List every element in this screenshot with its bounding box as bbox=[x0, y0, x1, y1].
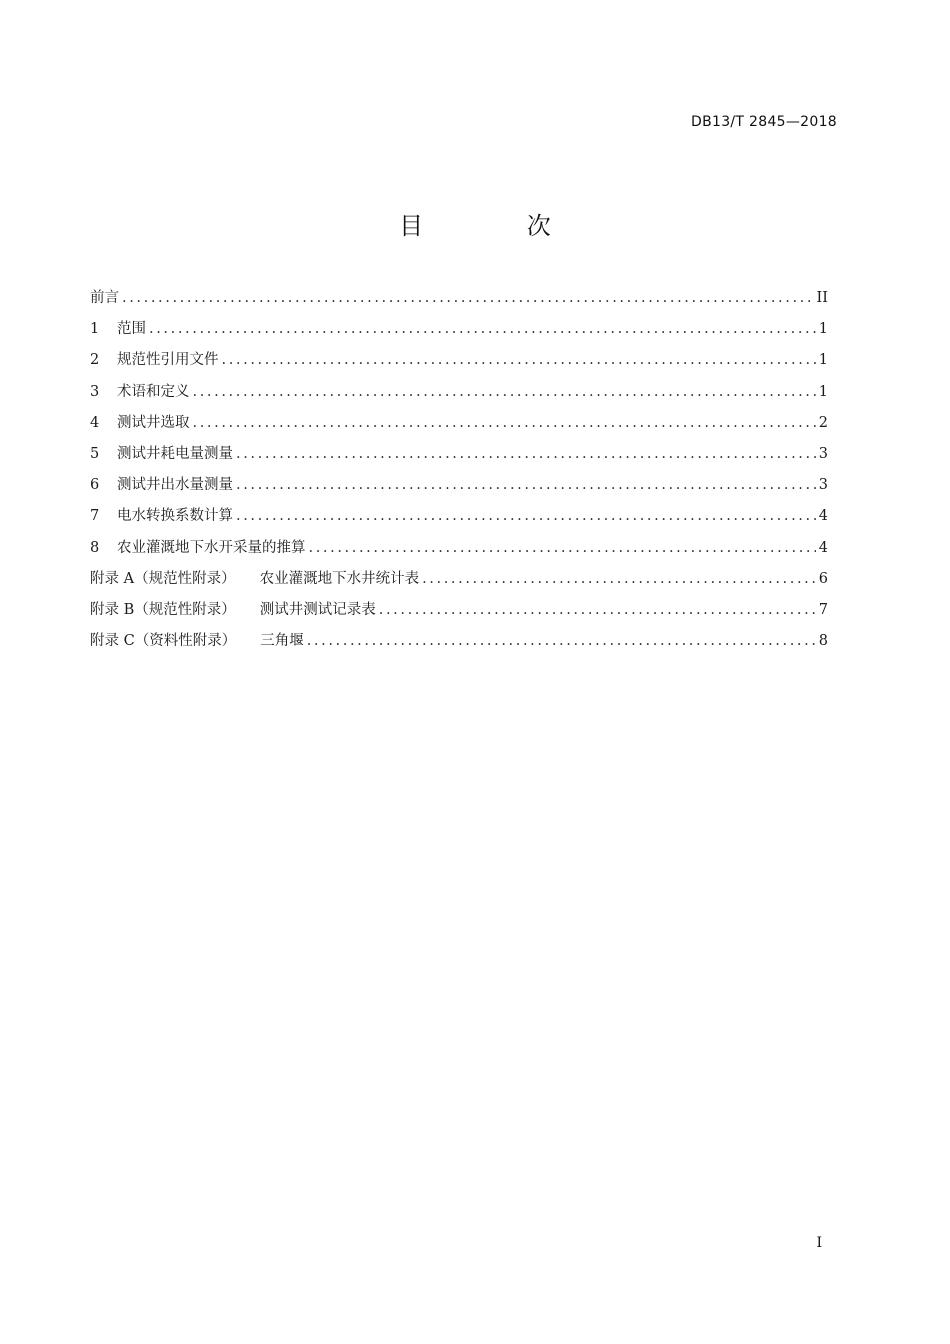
toc-entry-number: 5 bbox=[90, 445, 100, 462]
toc-entry-7[interactable] bbox=[90, 504, 828, 535]
toc-entry-number: 7 bbox=[90, 508, 100, 525]
toc-leader-dots bbox=[422, 567, 816, 591]
toc-entry-6[interactable] bbox=[90, 473, 828, 504]
toc-entry-label: 规范性引用文件 bbox=[117, 352, 219, 369]
toc-entry-number: 1 bbox=[90, 321, 100, 338]
toc-leader-dots bbox=[222, 348, 816, 372]
toc-leader-dots bbox=[236, 504, 816, 528]
toc-entry-page: 1 bbox=[818, 352, 828, 369]
toc-leader-dots bbox=[193, 380, 816, 404]
toc-entry-page: 2 bbox=[818, 414, 828, 431]
table-of-contents bbox=[90, 286, 828, 660]
toc-entry-label: 测试井出水量测量 bbox=[117, 477, 233, 494]
toc-entry-page: II bbox=[816, 290, 828, 306]
toc-entry-foreword[interactable] bbox=[90, 286, 828, 317]
toc-leader-dots bbox=[149, 317, 816, 341]
toc-entry-number: 6 bbox=[90, 477, 100, 494]
toc-leader-dots bbox=[236, 473, 816, 497]
toc-entry-label: 前言 bbox=[90, 290, 119, 306]
toc-leader-dots bbox=[309, 536, 816, 560]
toc-entry-page: 3 bbox=[818, 477, 828, 494]
toc-leader-dots bbox=[379, 598, 816, 622]
toc-entry-page: 8 bbox=[818, 633, 828, 650]
toc-entry-label: 测试井选取 bbox=[117, 414, 190, 431]
toc-entry-label: 范围 bbox=[117, 321, 146, 338]
toc-appendix-label: 附录 C（资料性附录） bbox=[90, 633, 237, 650]
toc-entry-page: 1 bbox=[818, 321, 828, 338]
toc-appendix-title: 测试井测试记录表 bbox=[259, 601, 376, 618]
toc-entry-page: 3 bbox=[818, 445, 828, 462]
toc-entry-appendix-a[interactable] bbox=[90, 567, 828, 598]
toc-entry-4[interactable] bbox=[90, 411, 828, 442]
toc-entry-appendix-b[interactable] bbox=[90, 598, 828, 629]
toc-appendix-title: 农业灌溉地下水井统计表 bbox=[259, 570, 420, 587]
toc-entry-number: 2 bbox=[90, 352, 100, 369]
toc-entry-page: 4 bbox=[818, 508, 828, 525]
toc-entry-label: 农业灌溉地下水开采量的推算 bbox=[117, 539, 306, 556]
toc-entry-number: 4 bbox=[90, 414, 100, 431]
toc-entry-page: 7 bbox=[818, 601, 828, 618]
page-number: I bbox=[816, 1235, 822, 1251]
toc-title: 目 次 bbox=[399, 212, 599, 240]
toc-appendix-label: 附录 B（规范性附录） bbox=[90, 601, 236, 618]
toc-entry-3[interactable] bbox=[90, 380, 828, 411]
toc-entry-appendix-c[interactable] bbox=[90, 629, 828, 660]
toc-entry-page: 6 bbox=[818, 570, 828, 587]
toc-leader-dots bbox=[307, 629, 816, 653]
toc-entry-5[interactable] bbox=[90, 442, 828, 473]
toc-appendix-title: 三角堰 bbox=[260, 633, 304, 650]
toc-entry-label: 测试井耗电量测量 bbox=[117, 445, 233, 462]
toc-entry-label: 术语和定义 bbox=[117, 383, 190, 400]
toc-leader-dots bbox=[236, 442, 816, 466]
toc-entry-1[interactable] bbox=[90, 317, 828, 348]
toc-entry-2[interactable] bbox=[90, 348, 828, 379]
toc-entry-page: 4 bbox=[818, 539, 828, 556]
toc-leader-dots bbox=[193, 411, 816, 435]
toc-entry-page: 1 bbox=[818, 383, 828, 400]
toc-leader-dots bbox=[122, 286, 814, 310]
document-code: DB13/T 2845—2018 bbox=[691, 114, 837, 130]
toc-entry-number: 3 bbox=[90, 383, 100, 400]
toc-entry-label: 电水转换系数计算 bbox=[117, 508, 233, 525]
toc-entry-number: 8 bbox=[90, 539, 100, 556]
toc-appendix-label: 附录 A（规范性附录） bbox=[90, 570, 236, 587]
toc-entry-8[interactable] bbox=[90, 536, 828, 567]
